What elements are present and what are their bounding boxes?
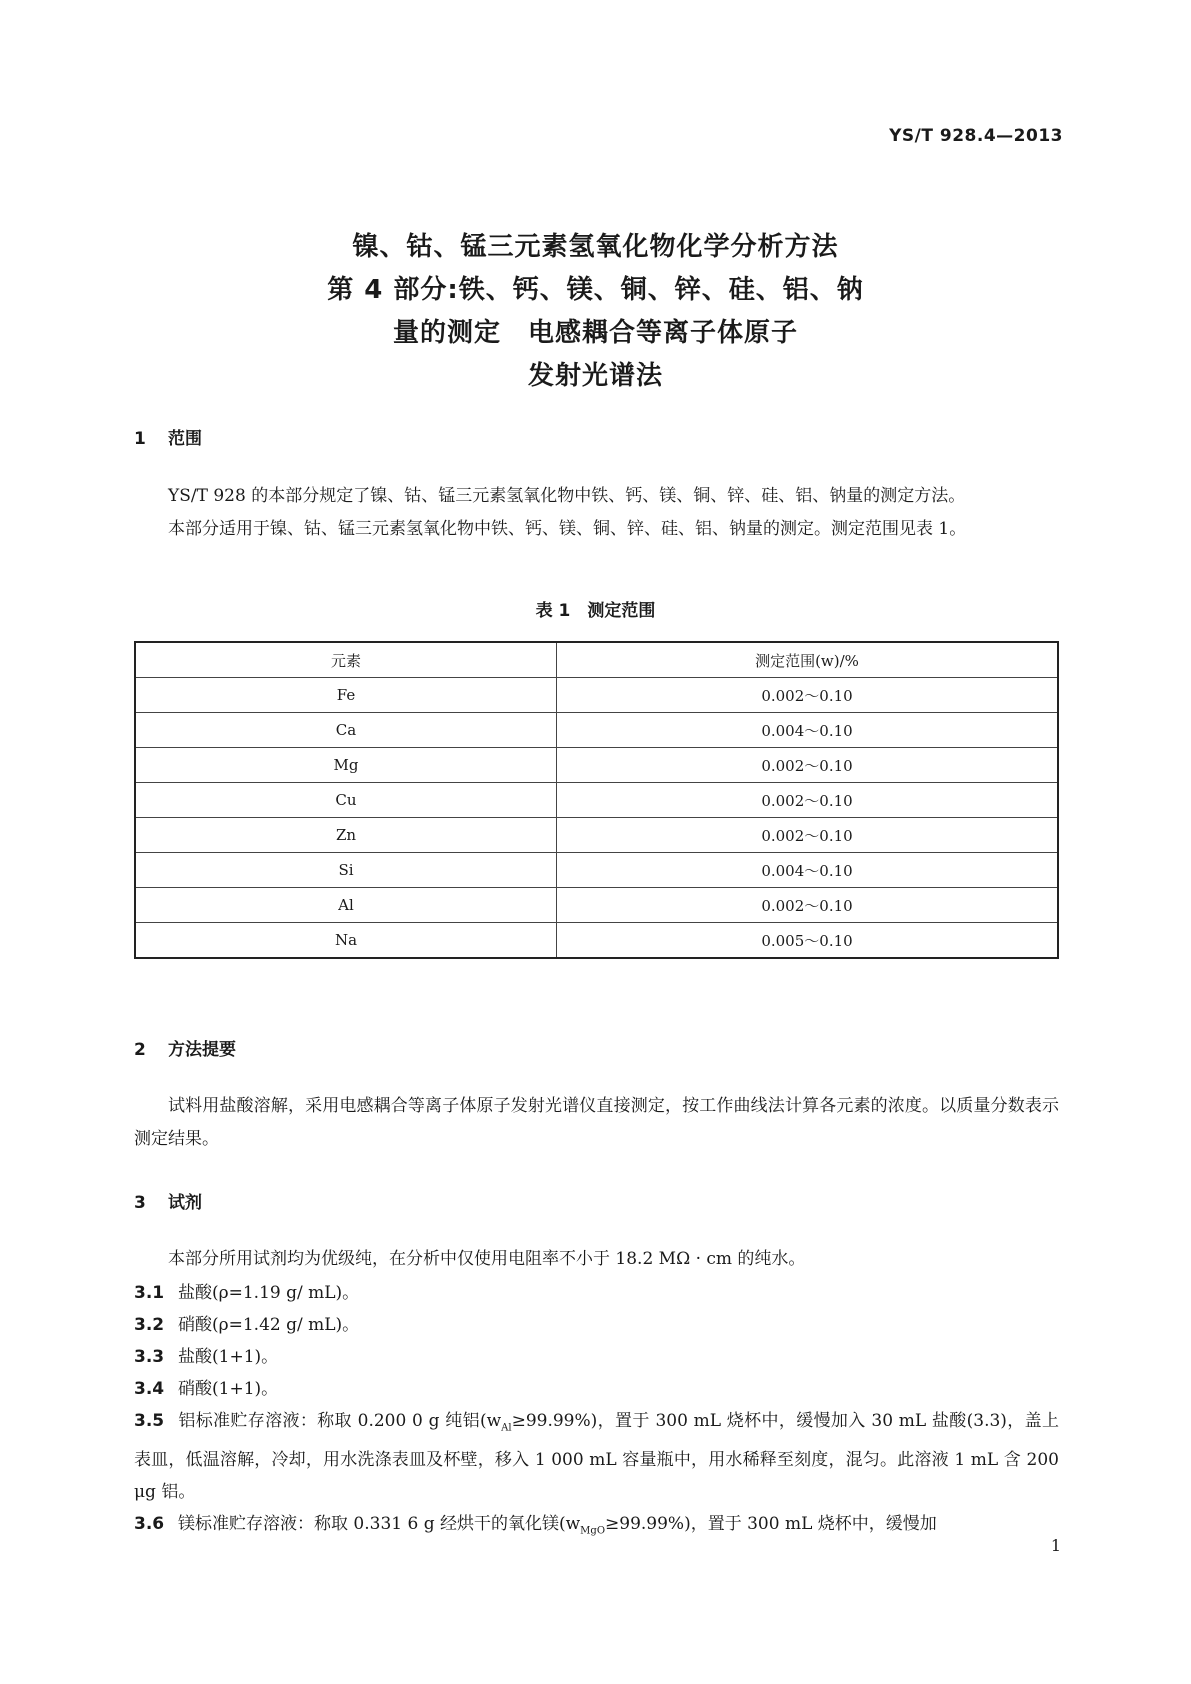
document-title	[0, 226, 1191, 398]
item-text-b: ≥99.99%)，置于 300 mL 烧杯中，缓慢加	[605, 1514, 937, 1535]
element-cell: Si	[135, 853, 557, 888]
list-item	[134, 1508, 1059, 1547]
header-range: 测定范围(w)/%	[557, 642, 1059, 678]
header-element: 元素	[135, 642, 557, 678]
item-text: 盐酸(1+1)。	[178, 1347, 279, 1367]
table-header-row	[135, 642, 1058, 678]
item-subscript: Al	[501, 1422, 512, 1434]
title-line-3: 量的测定 电感耦合等离子体原子	[392, 318, 798, 348]
item-text: 硝酸(ρ=1.42 g/ mL)。	[178, 1315, 360, 1335]
title-line-4: 发射光谱法	[527, 361, 663, 391]
table-row	[135, 748, 1058, 783]
item-number: 3.6	[134, 1514, 165, 1535]
item-number: 3.1	[134, 1283, 165, 1303]
section-2-heading	[134, 1035, 236, 1060]
section-title: 试剂	[168, 1193, 202, 1213]
table-row	[135, 923, 1058, 959]
element-cell: Fe	[135, 678, 557, 713]
list-item	[134, 1341, 1059, 1373]
list-item	[134, 1309, 1059, 1341]
range-cell: 0.002～0.10	[557, 678, 1059, 713]
section-3-intro: 本部分所用试剂均为优级纯，在分析中仅使用电阻率不小于 18.2 MΩ · cm 的纯水。	[168, 1249, 806, 1269]
page-number: 1	[1050, 1536, 1061, 1555]
section-1-paragraph-1: YS/T 928 的本部分规定了镍、钴、锰三元素氢氧化物中铁、钙、镁、铜、锌、硅、铝、钠量的测定方法。	[168, 486, 966, 506]
range-cell: 0.005～0.10	[557, 923, 1059, 959]
section-3-heading	[134, 1188, 202, 1213]
element-cell: Al	[135, 888, 557, 923]
section-1-paragraph-2: 本部分适用于镍、钴、锰三元素氢氧化物中铁、钙、镁、铜、锌、硅、铝、钠量的测定。测定范围见表 1。	[168, 519, 967, 539]
list-item	[134, 1277, 1059, 1309]
item-text-a: 镁标准贮存溶液：称取 0.331 6 g 经烘干的氧化镁(w	[178, 1514, 581, 1535]
item-number: 3.2	[134, 1315, 165, 1335]
element-cell: Zn	[135, 818, 557, 853]
item-subscript: MgO	[580, 1525, 606, 1537]
item-text-a: 铝标准贮存溶液：称取 0.200 0 g 纯铝(w	[178, 1411, 502, 1431]
table-row	[135, 818, 1058, 853]
item-text: 硝酸(1+1)。	[178, 1379, 279, 1399]
table-row	[135, 888, 1058, 923]
element-cell: Cu	[135, 783, 557, 818]
section-1-heading	[134, 424, 202, 449]
title-line-2: 第 4 部分:铁、钙、镁、铜、锌、硅、铝、钠	[327, 275, 864, 305]
range-cell: 0.002～0.10	[557, 888, 1059, 923]
section-number: 2	[134, 1040, 146, 1060]
table-caption: 表 1 测定范围	[535, 601, 656, 621]
list-item	[134, 1373, 1059, 1405]
range-cell: 0.002～0.10	[557, 748, 1059, 783]
measurement-range-table	[134, 641, 1059, 959]
table-row	[135, 713, 1058, 748]
element-cell: Ca	[135, 713, 557, 748]
standard-code: YS/T 928.4—2013	[889, 126, 1063, 146]
item-number: 3.4	[134, 1379, 165, 1399]
table-row	[135, 678, 1058, 713]
range-cell: 0.002～0.10	[557, 818, 1059, 853]
item-number: 3.5	[134, 1411, 165, 1431]
section-number: 1	[134, 429, 146, 449]
element-cell: Na	[135, 923, 557, 959]
range-cell: 0.004～0.10	[557, 853, 1059, 888]
section-title: 方法提要	[168, 1040, 236, 1060]
range-cell: 0.002～0.10	[557, 783, 1059, 818]
reagent-list	[134, 1277, 1059, 1548]
section-number: 3	[134, 1193, 146, 1213]
element-cell: Mg	[135, 748, 557, 783]
item-number: 3.3	[134, 1347, 165, 1367]
list-item	[134, 1405, 1059, 1508]
section-title: 范围	[168, 429, 202, 449]
section-2-paragraph: 试料用盐酸溶解，采用电感耦合等离子体原子发射光谱仪直接测定，按工作曲线法计算各元素的浓度。以质量分数表示测定结果。	[134, 1096, 1059, 1149]
table-row	[135, 853, 1058, 888]
item-text-b: ≥99.99%)，置于 300 mL 烧杯中，缓慢加入 30 mL 盐酸(3.3)，盖上表皿，低温溶解，冷却，用水洗涤表皿及杯壁，移入 1 000 mL 容量瓶中，用水稀释至刻度，混匀。此溶液 1 mL 含 200 μg 铝。	[134, 1411, 1059, 1503]
item-text: 盐酸(ρ=1.19 g/ mL)。	[178, 1283, 360, 1303]
range-cell: 0.004～0.10	[557, 713, 1059, 748]
table-row	[135, 783, 1058, 818]
title-line-1: 镍、钴、锰三元素氢氧化物化学分析方法	[352, 232, 839, 262]
